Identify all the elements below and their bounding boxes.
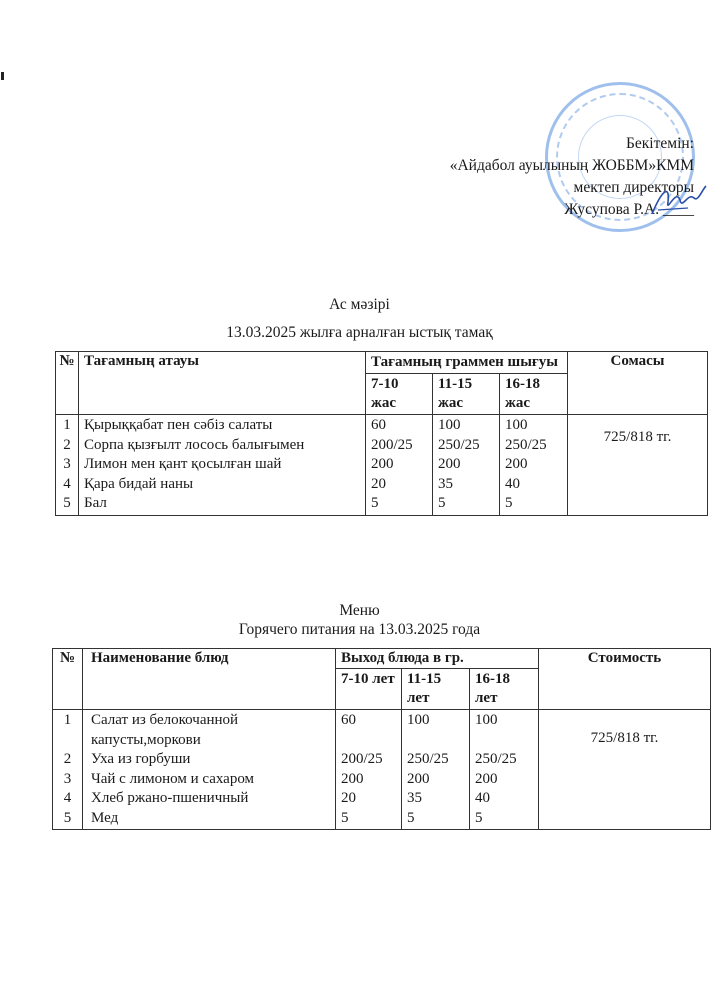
- dish-name: Мед: [91, 809, 119, 826]
- yield-value: 200: [407, 770, 430, 787]
- dish-name: Қырыққабат пен сәбіз салаты: [84, 417, 273, 433]
- header-yield: Тағамның граммен шығуы: [366, 352, 568, 374]
- yield-value: 35: [438, 475, 453, 492]
- approval-director-name: Жусупова Р.А. ____: [564, 201, 694, 218]
- dish-name: Бал: [84, 495, 107, 511]
- header-age-11-15: 11-15 жас: [433, 374, 500, 415]
- yield-value: 250/25: [505, 436, 547, 453]
- header-price: Сомасы: [568, 352, 708, 415]
- yield-value: 35: [407, 790, 422, 806]
- dish-name: Чай с лимоном и сахаром: [91, 770, 255, 787]
- yield-value: 250/25: [407, 751, 449, 767]
- approval-organization: «Айдабол ауылының ЖОББМ»КММ: [449, 157, 694, 174]
- menu-price: 725/818 тг.: [539, 710, 711, 830]
- yield-7-10: [366, 415, 433, 516]
- yield-value: 5: [475, 809, 483, 826]
- row-number: 3: [63, 456, 71, 472]
- table-header-row: [53, 649, 711, 669]
- kazakh-menu-title: Ас мәзірі: [329, 296, 390, 313]
- russian-menu-title: Меню: [339, 602, 380, 619]
- dish-name: Хлеб ржано-пшеничный: [91, 790, 249, 806]
- yield-16-18: [500, 415, 568, 516]
- yield-value: 200/25: [371, 436, 413, 453]
- yield-value: 200: [371, 456, 394, 472]
- dish-name: Салат из белокочанной: [91, 712, 239, 728]
- yield-value: 20: [341, 790, 356, 806]
- row-number: 2: [63, 436, 71, 453]
- yield-value: 200: [475, 770, 498, 787]
- yield-value: 100: [505, 417, 528, 433]
- yield-value: 100: [475, 712, 498, 728]
- yield-value: 200/25: [341, 751, 383, 767]
- header-price: Стоимость: [539, 649, 711, 710]
- header-number: №: [56, 352, 79, 415]
- yield-value: 5: [407, 809, 415, 826]
- kazakh-menu-subtitle: 13.03.2025 жылға арналған ыстық тамақ: [226, 324, 493, 341]
- yield-11-15: [433, 415, 500, 516]
- yield-value: 40: [475, 790, 490, 806]
- row-number: 5: [63, 809, 72, 826]
- director-signature: [648, 180, 708, 220]
- row-number: 5: [63, 495, 71, 511]
- row-numbers: [53, 710, 83, 830]
- table-body-row: [56, 415, 708, 516]
- yield-value: 200: [341, 770, 364, 787]
- header-age-16-18: 16-18 жас: [500, 374, 568, 415]
- yield-11-15: [402, 710, 470, 830]
- header-age-11-15: 11-15 лет: [402, 669, 470, 710]
- yield-value: 20: [371, 475, 386, 492]
- yield-value: 60: [371, 417, 386, 433]
- yield-value: 250/25: [438, 436, 480, 453]
- header-dish-name: Тағамның атауы: [79, 352, 366, 415]
- row-number: 1: [63, 712, 72, 728]
- table-body-row: [53, 710, 711, 830]
- row-number: 4: [63, 475, 71, 492]
- kazakh-menu-table: [55, 351, 708, 516]
- yield-value: 60: [341, 712, 356, 728]
- yield-value: 5: [438, 495, 446, 511]
- yield-value: 100: [438, 417, 461, 433]
- russian-menu-table: [52, 648, 711, 830]
- yield-value: 100: [407, 712, 430, 728]
- header-dish-name: Наименование блюд: [83, 649, 336, 710]
- row-numbers: [56, 415, 79, 516]
- dish-names: [83, 710, 336, 830]
- yield-value: 40: [505, 475, 520, 492]
- yield-value: 200: [438, 456, 461, 472]
- menu-price: 725/818 тг.: [568, 415, 708, 516]
- yield-16-18: [470, 710, 539, 830]
- dish-name: Қара бидай наны: [84, 475, 194, 492]
- dish-name: Сорпа қызғылт лосось балығымен: [84, 436, 305, 453]
- row-number: 1: [63, 417, 71, 433]
- row-number: 2: [63, 751, 72, 767]
- header-yield: Выход блюда в гр.: [336, 649, 539, 669]
- yield-value: 5: [341, 809, 349, 826]
- row-number: 3: [63, 770, 72, 787]
- dish-name-continued: капусты,моркови: [91, 731, 201, 748]
- russian-menu-subtitle: Горячего питания на 13.03.2025 года: [238, 621, 481, 638]
- dish-name: Лимон мен қант қосылған шай: [84, 456, 282, 472]
- header-age-7-10: 7-10 жас: [366, 374, 433, 415]
- dish-names: [79, 415, 366, 516]
- approval-position: мектеп директоры: [573, 179, 694, 196]
- yield-value: 5: [505, 495, 513, 511]
- yield-value: 200: [505, 456, 528, 472]
- approval-heading: Бекітемін:: [626, 135, 694, 152]
- scan-artifact: [1, 72, 4, 80]
- yield-value: 250/25: [475, 751, 517, 767]
- dish-name: Уха из горбуши: [91, 751, 191, 767]
- table-header-row: [56, 352, 708, 374]
- yield-7-10: [336, 710, 402, 830]
- yield-value: 5: [371, 495, 379, 511]
- header-age-7-10: 7-10 лет: [336, 669, 402, 710]
- row-number: 4: [63, 790, 72, 806]
- header-age-16-18: 16-18 лет: [470, 669, 539, 710]
- header-number: №: [53, 649, 83, 710]
